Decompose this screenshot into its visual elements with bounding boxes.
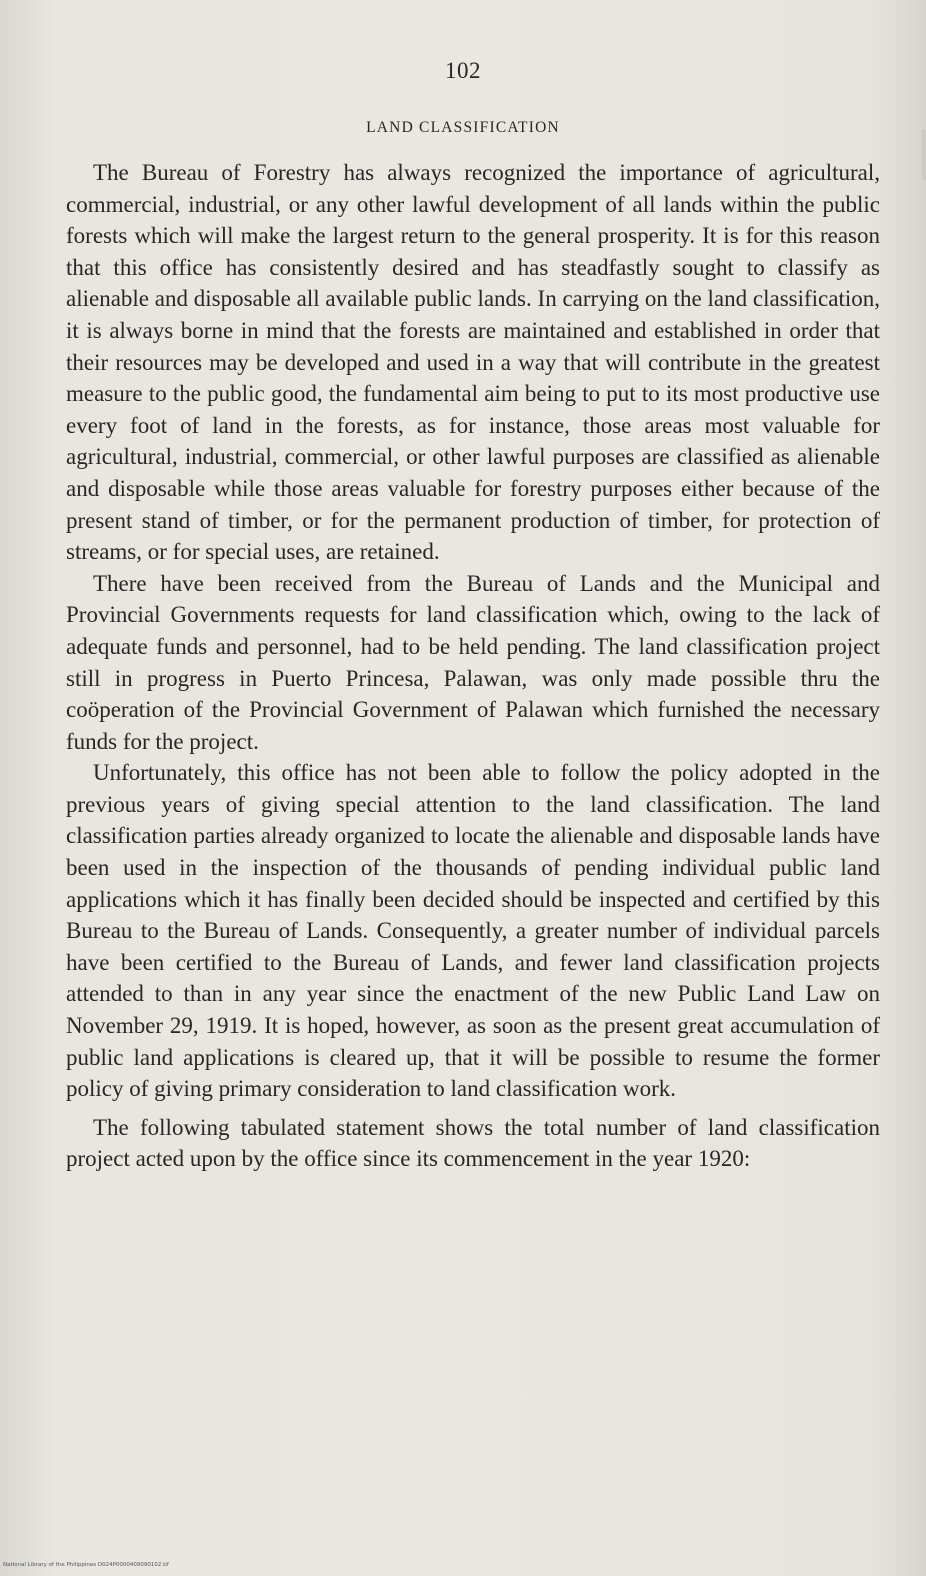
paragraph: The following tabulated statement shows the total number of land classification project acted upon by the office since its commencement in the year 1920: (66, 1114, 880, 1172)
paragraph: The Bureau of Forestry has always recognized the importance of agricultural, commercial, industrial, or any other lawful development of all lands within the public forests which will make the largest return to the general prosperity. It is for this reason that this office has consistently desired and has steadfastly sought to classify as alienable and disposable all available public lands. In carrying on the land classification, it is always borne in mind that the forests are maintained and established in order that their resources may be developed and used in a way that will contribute in the greatest measure to the public good, the fundamental aim being to put to its most productive use every foot of land in the forests, as for instance, those areas most valuable for agricultural, industrial, commercial, or other lawful purposes are classified as alienable and disposable while those areas valuable for forestry purposes either because of the present stand of timber, or for the permanent production of timber, for protection of streams, or for special uses, are retained. (66, 160, 880, 565)
page-edge-mark (922, 130, 926, 180)
section-heading: LAND CLASSIFICATION (366, 119, 560, 136)
page-number: 102 (445, 58, 481, 83)
paragraph: There have been received from the Bureau of Lands and the Municipal and Provincial Governments requests for land classification which, owing to the lack of adequate funds and personnel, had to be held pending. The land classification project still in progress in Puerto Princesa, Palawan, was only made possible thru the coöperation of the Provincial Government of Palawan which furnished the necessary funds for the project. (66, 570, 880, 754)
scan-footer: National Library of the Philippines D024P0000409090102.tif (3, 1562, 169, 1568)
body-text (66, 157, 880, 1175)
paragraph: Unfortunately, this office has not been able to follow the policy adopted in the previous years of giving special attention to the land classification. The land classification parties already organized to locate the alienable and disposable lands have been used in the inspection of the thousands of pending individual public land applications which it has finally been decided should be inspected and certified by this Bureau to the Bureau of Lands. Consequently, a greater number of individual parcels have been certified to the Bureau of Lands, and fewer land classification projects attended to than in any year since the enactment of the new Public Land Law on November 29, 1919. It is hoped, however, as soon as the present great accumulation of public land applications is cleared up, that it will be possible to resume the former policy of giving primary consideration to land classification work. (66, 760, 880, 1102)
